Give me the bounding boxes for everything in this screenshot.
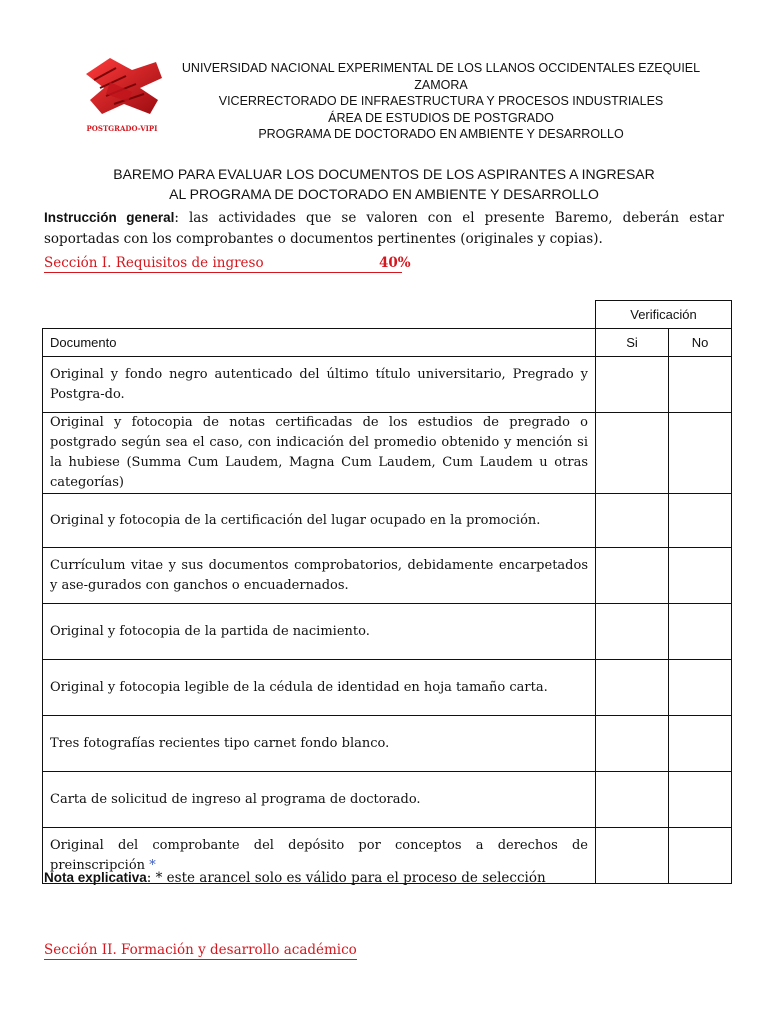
verification-header: Verificación — [596, 301, 732, 329]
requirements-table — [42, 300, 732, 884]
instruction-text: : las actividades que se valoren con el presente Baremo, deberán estar soportadas con los comprobantes o documentos pertinentes (originales y copias). — [44, 210, 724, 247]
table-row — [43, 494, 732, 548]
postgrado-logo — [80, 52, 166, 136]
si-checkbox-cell[interactable] — [596, 494, 669, 548]
no-checkbox-cell[interactable] — [669, 494, 732, 548]
si-checkbox-cell[interactable] — [596, 413, 669, 494]
no-header: No — [669, 329, 732, 357]
logo-text: POSTGRADO-VIPI — [86, 124, 158, 133]
explanatory-note — [44, 869, 724, 887]
no-checkbox-cell[interactable] — [669, 660, 732, 716]
document-cell: Original y fotocopia de la partida de nacimiento. — [43, 604, 596, 660]
document-cell: Original y fotocopia de la certificación del lugar ocupado en la promoción. — [43, 494, 596, 548]
document-cell: Carta de solicitud de ingreso al programa de doctorado. — [43, 772, 596, 828]
table-row — [43, 772, 732, 828]
table-blank-cell — [43, 301, 596, 329]
si-checkbox-cell[interactable] — [596, 357, 669, 413]
si-checkbox-cell[interactable] — [596, 660, 669, 716]
header-line-vicerrectorado: VICERRECTORADO DE INFRAESTRUCTURA Y PROCESOS INDUSTRIALES — [218, 94, 664, 108]
table-row — [43, 660, 732, 716]
section-1-label: Sección I. Requisitos de ingreso — [44, 255, 264, 271]
no-checkbox-cell[interactable] — [669, 357, 732, 413]
no-checkbox-cell[interactable] — [669, 716, 732, 772]
header-line-university: UNIVERSIDAD NACIONAL EXPERIMENTAL DE LOS LLANOS OCCIDENTALES EZEQUIEL ZAMORA — [181, 61, 701, 92]
asterisk-mark: * — [149, 857, 156, 873]
instruction-label: Instrucción general — [44, 210, 175, 225]
document-cell: Currículum vitae y sus documentos comprobatorios, debidamente encarpetados y ase-gurados con ganchos o encuadernados. — [43, 548, 596, 604]
header-line-program: PROGRAMA DE DOCTORADO EN AMBIENTE Y DESARROLLO — [258, 127, 624, 141]
no-checkbox-cell[interactable] — [669, 413, 732, 494]
table-row — [43, 604, 732, 660]
no-checkbox-cell[interactable] — [669, 772, 732, 828]
table-header-row — [43, 329, 732, 357]
table-row — [43, 357, 732, 413]
document-cell: Original y fotocopia de notas certificadas de los estudios de pregrado o postgrado según sea el caso, con indicación del promedio obtenido y mención si la hubiese (Summa Cum Laudem, Magna Cum Laudem, Cum Laudem u otras categorías) — [43, 413, 596, 494]
institution-header — [168, 60, 714, 143]
general-instruction — [44, 207, 724, 250]
si-checkbox-cell[interactable] — [596, 548, 669, 604]
document-cell: Tres fotografías recientes tipo carnet fondo blanco. — [43, 716, 596, 772]
section-2-heading: Sección II. Formación y desarrollo académico — [44, 942, 357, 958]
document-title — [40, 164, 728, 204]
document-text: Original del comprobante del depósito por conceptos a derechos de preinscripción — [50, 837, 588, 873]
title-line-1: BAREMO PARA EVALUAR LOS DOCUMENTOS DE LOS ASPIRANTES A INGRESAR — [113, 166, 655, 182]
document-cell: Original y fotocopia legible de la cédula de identidad en hoja tamaño carta. — [43, 660, 596, 716]
no-checkbox-cell[interactable] — [669, 604, 732, 660]
document-cell: Original y fondo negro autenticado del último título universitario, Pregrado y Postgra-do. — [43, 357, 596, 413]
section-1-heading — [44, 254, 411, 273]
postgrado-logo-icon — [80, 52, 166, 136]
header-line-area: ÁREA DE ESTUDIOS DE POSTGRADO — [328, 110, 554, 125]
table-header-row-verification — [43, 301, 732, 329]
table-row — [43, 548, 732, 604]
no-checkbox-cell[interactable] — [669, 548, 732, 604]
note-label: Nota explicativa — [44, 870, 147, 885]
section-1-percent: 40% — [379, 255, 411, 271]
table-row — [43, 413, 732, 494]
table-row — [43, 716, 732, 772]
note-text: : * este arancel solo es válido para el proceso de selección — [146, 870, 546, 886]
si-header: Si — [596, 329, 669, 357]
si-checkbox-cell[interactable] — [596, 716, 669, 772]
title-line-2: AL PROGRAMA DE DOCTORADO EN AMBIENTE Y DESARROLLO — [169, 186, 599, 202]
si-checkbox-cell[interactable] — [596, 772, 669, 828]
si-checkbox-cell[interactable] — [596, 604, 669, 660]
document-header: Documento — [43, 329, 596, 357]
